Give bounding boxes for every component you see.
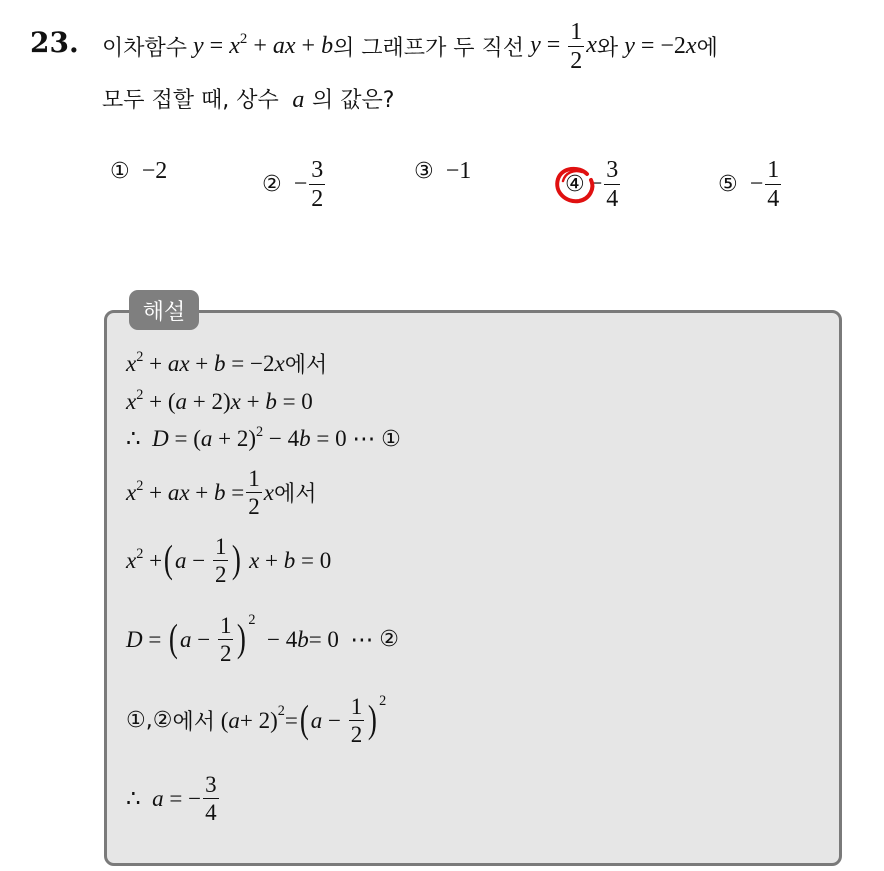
choice-2[interactable]	[262, 158, 327, 211]
choice-1[interactable]	[110, 158, 167, 185]
choice-sign: −	[749, 171, 764, 197]
question-text-1: 이차함수	[102, 36, 188, 61]
choice-value: −2	[141, 158, 168, 184]
solution-line-7: ①,② 에서 ( a + 2) $^2$ = ( a − $\frac{1}{2}$ ) 2	[126, 693, 387, 747]
choice-marker: ①	[110, 159, 130, 184]
choice-marker: ④	[565, 172, 585, 197]
solution-line-8: ∴ a = − $\frac{3}{4}$	[126, 772, 217, 825]
choice-marker: ③	[414, 159, 434, 184]
choice-fraction: $\frac{3}{2}$	[311, 157, 324, 212]
choice-value: −1	[445, 158, 472, 184]
question-line-2	[102, 83, 394, 114]
line-2-expression: y = −2x	[624, 33, 697, 59]
choice-marker: ⑤	[718, 172, 738, 197]
question-text-6: 의 값은?	[312, 88, 395, 113]
line-1-expression: y = $\frac{1}{2}$ x	[530, 19, 597, 74]
solution-line-4: $x^2$ + ax + b = $\frac{1}{2}$ x 에서	[126, 466, 317, 519]
question-text-5: 모두 접할 때, 상수	[102, 88, 279, 113]
answer-circle-mark	[554, 165, 598, 205]
question-text-4: 에	[696, 36, 718, 61]
solution-label: 해설	[129, 290, 199, 330]
solution-line-2: $x^2 + (a + 2)x + b = 0$	[126, 387, 313, 414]
choice-fraction: $\frac{3}{4}$	[606, 157, 619, 212]
question-number: 23.	[30, 26, 79, 59]
question-text-3: 와	[596, 36, 619, 61]
solution-line-5: $x^2$ + ( a − $\frac{1}{2}$ ) x + b = 0	[126, 534, 332, 587]
choice-sign: −	[293, 171, 308, 197]
choice-3[interactable]	[414, 158, 471, 185]
question-line-1	[102, 20, 718, 73]
choice-sign: −	[588, 171, 603, 197]
choice-5[interactable]	[718, 158, 783, 211]
variable-a: a	[286, 87, 305, 113]
question-text-2: 의 그래프가 두 직선	[333, 36, 525, 61]
quadratic-expression: $y = x^2$ + ax + b	[193, 30, 334, 59]
solution-line-6: D = ( a − $\frac{1}{2}$ ) 2 − 4 b = 0 ⋯ ②	[126, 612, 399, 666]
solution-line-3: ∴ $D = (a + 2)^2 - 4b = 0$ ⋯ ①	[126, 424, 401, 452]
choice-fraction: $\frac{1}{4}$	[767, 157, 780, 212]
choice-marker: ②	[262, 172, 282, 197]
solution-line-1: $x^2$ + ax + b = −2x 에서	[126, 348, 328, 378]
